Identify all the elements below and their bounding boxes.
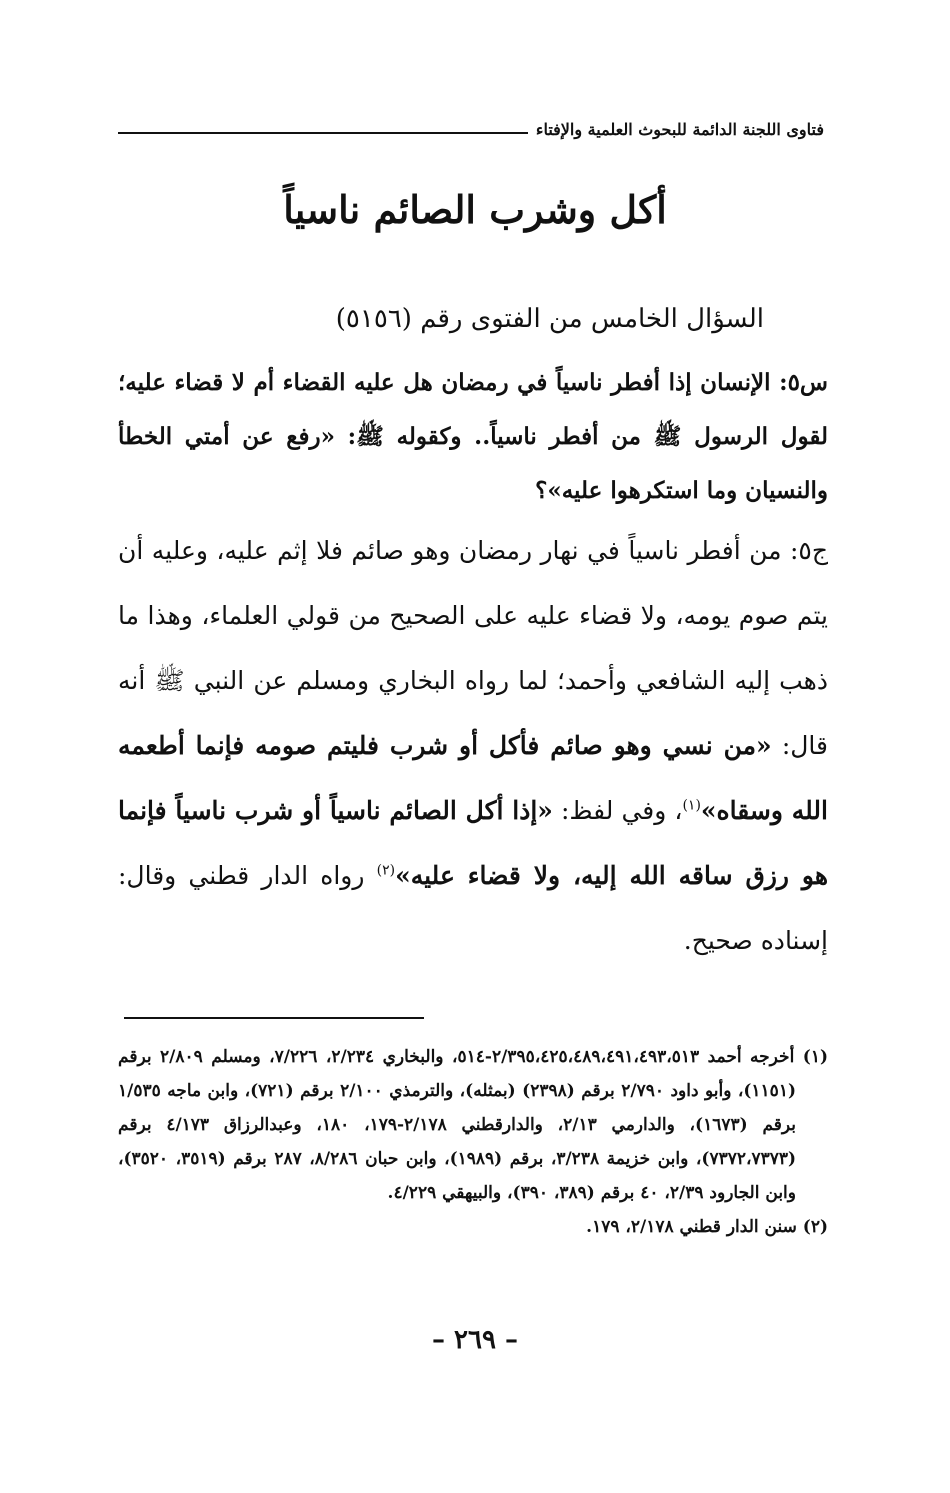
- hadith-quote-2: «إذا أكل الصائم ناسياً أو شرب ناسياً فإنما هو رزق ساقه الله إليه، ولا قضاء عليه»: [118, 796, 829, 890]
- answer-text-3: رواه الدار قطني وقال: إسناده صحيح.: [118, 861, 828, 955]
- answer-text-1: ج٥: من أفطر ناسياً في نهار رمضان وهو صائم فلا إثم عليه، وعليه أن يتم صوم يومه، ولا قضاء عليه على الصحيح من قولي العلماء، وهذا ما ذهب إليه الشافعي وأحمد؛ لما رواه البخاري ومسلم عن النبي ﷺ أنه قال:: [118, 536, 828, 760]
- hadith-quote-1: «من نسي وهو صائم فأكل أو شرب فليتم صومه فإنما أطعمه الله وسقاه»: [118, 731, 828, 825]
- footnote-marker-2: (٢): [376, 862, 396, 879]
- fatwa-body: [118, 356, 828, 973]
- footnote-1: (١) أخرجه أحمد ٢/٣٩٥،٤٢٥،٤٨٩،٤٩١،٤٩٣،٥١٣-٥١٤، والبخاري ٢/٢٣٤، ٧/٢٢٦، ومسلم ٢/٨٠٩ برقم (١١٥١)، وأبو داود ٢/٧٩٠ برقم (٢٣٩٨) (بمثله)، والترمذي ٢/١٠٠ برقم (٧٢١)، وابن ماجه ١/٥٣٥ برقم (١٦٧٣)، والدارمي ٢/١٣، والدارقطني ٢/١٧٨-١٧٩، ١٨٠، وعبدالرزاق ٤/١٧٣ برقم (٧٣٧٢،٧٣٧٣)، وابن خزيمة ٣/٢٣٨، برقم (١٩٨٩)، وابن حبان ٨/٢٨٦، ٢٨٧ برقم (٣٥١٩، ٣٥٢٠)، وابن الجارود ٢/٣٩، ٤٠ برقم (٣٨٩، ٣٩٠)، والبيهقي ٤/٢٢٩.: [118, 1047, 829, 1203]
- page-number: – ٢٦٩ –: [431, 1325, 519, 1355]
- footnote-marker-1: (١): [682, 797, 701, 814]
- question-paragraph: س٥: الإنسان إذا أفطر ناسياً في رمضان هل عليه القضاء أم لا قضاء عليه؛ لقول الرسول ﷺ من أفطر ناسياً.. وكقوله ﷺ: «رفع عن أمتي الخطأ والنسيان وما استكرهوا عليه»؟: [118, 369, 828, 504]
- footnotes: [118, 1040, 828, 1244]
- answer-paragraph: [118, 518, 828, 973]
- answer-text-2: ، وفي لفظ:: [552, 796, 683, 825]
- header-rule: [118, 132, 528, 134]
- footnote-2: (٢) سنن الدار قطني ٢/١٧٨، ١٧٩.: [586, 1217, 828, 1237]
- fatwa-title: أكل وشرب الصائم ناسياً: [283, 187, 667, 232]
- fatwa-subtitle: السؤال الخامس من الفتوى رقم (٥١٥٦): [335, 304, 764, 334]
- running-header: [118, 114, 824, 144]
- footnote-separator: [124, 1017, 424, 1019]
- running-header-title: فتاوى اللجنة الدائمة للبحوث العلمية والإفتاء: [535, 119, 824, 139]
